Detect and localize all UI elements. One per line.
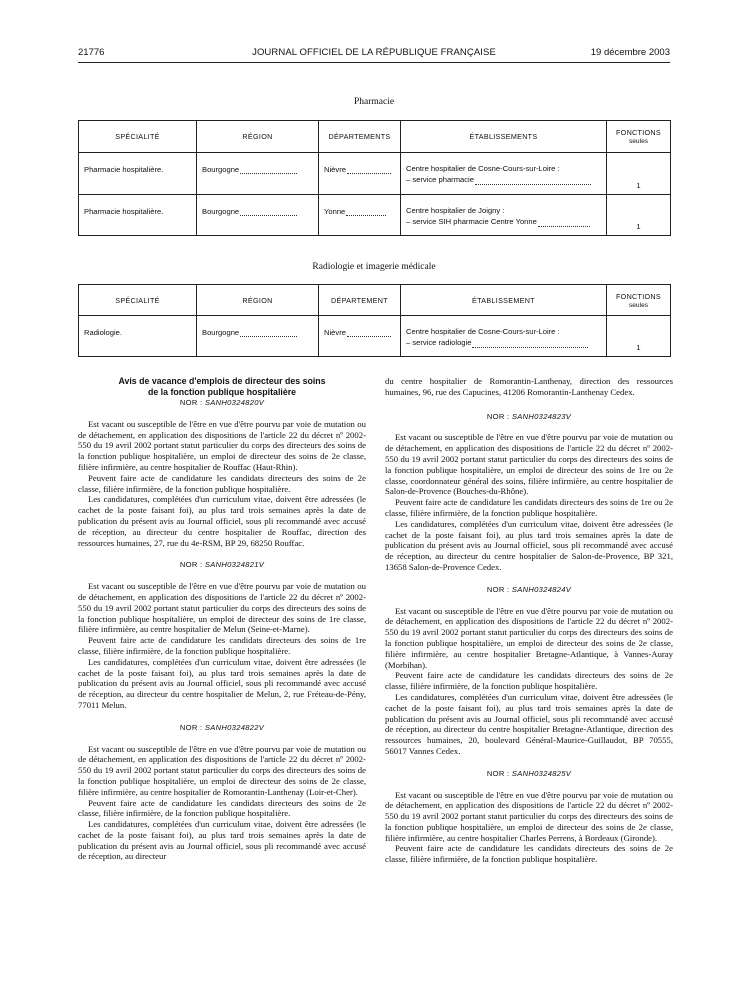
pharmacie-title: Pharmacie (353, 97, 395, 107)
nor-label: NOR : (179, 722, 205, 732)
table-row (79, 153, 671, 195)
cell-departement (319, 316, 401, 357)
nor-code: SANH0324821V (204, 560, 265, 570)
nor-label: NOR : (179, 398, 205, 407)
notice-paragraph: Les candidatures, complétées d'un curriculum vitae, doivent être adressées (le cachet de la poste faisant foi), au plus tard trois semaines après la date de publication du présent avis au Journal officiel, sous pli recommandé avec accusé de réception, au directeur du centre hospitalier de Rouffac, direction des ressources humaines, 27, rue du 4e-RSM, BP 29, 68250 Rouffac. (78, 494, 366, 548)
col-etablissements: ÉTABLISSEMENTS (401, 121, 607, 153)
col-region: RÉGION (197, 121, 319, 153)
left-column (78, 376, 366, 862)
cell-specialite: Pharmacie hospitalière. (79, 195, 197, 236)
dot-leader (475, 178, 591, 185)
notice-paragraph: Peuvent faire acte de candidature les candidats directeurs des soins de 2e classe, filière infirmière, de la fonction publique hospitalière. (78, 472, 366, 494)
right-column (385, 376, 673, 865)
notice-paragraph: Est vacant ou susceptible de l'être en vue d'être pourvu par voie de mutation ou de détachement, en application des dispositions de l'article 22 du décret nº 2002-550 du 19 avril 2002 portant statut particulier du corps des directeurs des soins de la fonction publique hospitalière, un emploi de directeur des soins de 2e classe, filière infirmière, au centre hospitalier de Romorantin-Lanthenay (Loir-et-Cher). (78, 743, 366, 797)
notice-paragraph: Est vacant ou susceptible de l'être en vue d'être pourvu par voie de mutation ou de détachement, en application des dispositions de l'article 22 du décret nº 2002-550 du 19 avril 2002 portant statut particulier du corps des directeurs des soins de la fonction publique hospitalière, un emploi de directeur des soins de 2e classe, filière infirmière, au centre hospitalier Bretagne-Atlantique, à Vannes-Auray (Morbihan). (385, 605, 673, 670)
nor-reference (78, 723, 366, 734)
nor-code: SANH0324824V (511, 584, 572, 594)
nor-label: NOR : (486, 584, 512, 594)
nor-label: NOR : (179, 560, 205, 570)
nor-label: NOR : (486, 768, 512, 778)
col-fonctions (607, 285, 671, 316)
journal-title: JOURNAL OFFICIEL DE LA RÉPUBLIQUE FRANÇAISE (252, 47, 496, 58)
cell-region (197, 153, 319, 195)
table-header-row (79, 285, 671, 316)
table-row (79, 316, 671, 357)
cell-region (197, 195, 319, 236)
col-region: RÉGION (197, 285, 319, 316)
nor-code: SANH0324825V (511, 768, 572, 778)
col-fonctions-label: FONCTIONS (615, 128, 662, 137)
dot-leader (347, 330, 391, 337)
nor-reference (78, 560, 366, 571)
notice-paragraph: du centre hospitalier de Romorantin-Lanthenay, direction des ressources humaines, 96, rue des Capucines, 41206 Romorantin-Lanthenay Cedex. (385, 376, 673, 397)
etab-service: – service radiologie (406, 338, 472, 347)
col-departement: DÉPARTEMENT (319, 285, 401, 316)
cell-specialite: Pharmacie hospitalière. (79, 153, 197, 195)
notice-paragraph: Est vacant ou susceptible de l'être en vue d'être pourvu par voie de mutation ou de détachement, en application des dispositions de l'article 22 du décret nº 2002-550 du 19 avril 2002 portant statut particulier du corps des directeurs des soins de la fonction publique hospitalière, un emploi de directeur des soins de 2e classe, filière infirmière, au centre hospitalier Charles Perrens, à Bordeaux (Gironde). (385, 789, 673, 843)
col-specialite: SPÉCIALITÉ (79, 285, 197, 316)
col-fonctions-sub: seules (628, 301, 649, 309)
cell-region (197, 316, 319, 357)
departement-text: Nièvre (324, 165, 346, 174)
col-fonctions-label: FONCTIONS (615, 291, 662, 301)
notice-paragraph: Est vacant ou susceptible de l'être en vue d'être pourvu par voie de mutation ou de détachement, en application des dispositions de l'article 22 du décret nº 2002-550 du 19 avril 2002 portant statut particulier du corps des directeurs des soins de la fonction publique hospitalière, un emploi de directeur des soins de 1re classe, filière infirmière, au centre hospitalier de Melun (Seine-et-Marne). (78, 581, 366, 635)
etab-line: Centre hospitalier de Cosne-Cours-sur-Loire : (406, 164, 560, 173)
notice-paragraph: Les candidatures, complétées d'un curriculum vitae, doivent être adressées (le cachet de la poste faisant foi), au plus tard trois semaines après la date de publication du présent avis au Journal officiel, sous pli recommandé avec accusé de réception, au directeur du centre hospitalier Bretagne-Atlantique, direction des ressources humaines, 20, boulevard Général-Maurice-Guillaudot, BP 70555, 56017 Vannes Cedex. (385, 691, 673, 756)
col-specialite: SPÉCIALITÉ (79, 121, 197, 153)
departement-text: Yonne (324, 207, 346, 216)
dot-leader (346, 209, 386, 216)
notice-paragraph: Peuvent faire acte de candidature les candidats directeurs des soins de 1re ou 2e classe, filière infirmière, de la fonction publique hospitalière. (385, 497, 673, 518)
col-departements: DÉPARTEMENTS (319, 121, 401, 153)
etab-service: – service pharmacie (406, 175, 474, 184)
notice-paragraph: Peuvent faire acte de candidature les candidats directeurs des soins de 1re classe, filière infirmière, de la fonction publique hospitalière. (78, 635, 366, 656)
dot-leader (472, 341, 588, 348)
avis-title-line: de la fonction publique hospitalière (147, 386, 297, 397)
cell-departement (319, 153, 401, 195)
dot-leader (538, 220, 590, 227)
cell-fonctions: 1 (607, 153, 671, 195)
etab-line (406, 337, 601, 348)
pharmacie-table (78, 120, 671, 236)
region-text: Bourgogne (202, 165, 240, 174)
region-text: Bourgogne (202, 328, 240, 337)
publication-date: 19 décembre 2003 (590, 47, 670, 58)
nor-code: SANH0324822V (204, 722, 265, 732)
departement-text: Nièvre (324, 328, 346, 337)
page-number: 21776 (78, 47, 105, 58)
dot-leader (347, 167, 391, 174)
nor-reference (385, 412, 673, 423)
etab-service: – service SIH pharmacie Centre Yonne (406, 217, 537, 226)
page-header (78, 47, 670, 61)
cell-etablissement (401, 316, 607, 357)
notice-paragraph: Peuvent faire acte de candidature les candidats directeurs des soins de 2e classe, filière infirmière, de la fonction publique hospitalière. (385, 670, 673, 692)
nor-reference (385, 585, 673, 596)
col-fonctions-sub: seules (628, 138, 649, 145)
notice-paragraph: Est vacant ou susceptible de l'être en vue d'être pourvu par voie de mutation ou de détachement, en application des dispositions de l'article 22 du décret nº 2002-550 du 19 avril 2002 portant statut particulier du corps des directeurs des soins de la fonction publique hospitalière, un emploi de directeur des soins de 2e classe, filière infirmière, au centre hospitalier de Rouffac (Haut-Rhin). (78, 418, 366, 472)
notice-paragraph: Peuvent faire acte de candidature les candidats directeurs des soins de 2e classe, filière infirmière, de la fonction publique hospitalière. (78, 797, 366, 819)
notice-paragraph: Les candidatures, complétées d'un curriculum vitae, doivent être adressées (le cachet de la poste faisant foi), au plus tard trois semaines après la date de publication du présent avis au Journal officiel, sous pli recommandé avec accusé de réception, au directeur (78, 819, 366, 862)
cell-fonctions: 1 (607, 316, 671, 357)
etab-line (406, 216, 601, 227)
radiologie-title: Radiologie et imagerie médicale (312, 262, 436, 272)
dot-leader (240, 330, 297, 337)
avis-title (78, 376, 366, 397)
nor-label: NOR : (486, 411, 512, 421)
nor-reference (78, 398, 366, 409)
etab-line (406, 174, 601, 185)
table-header-row (79, 121, 671, 153)
cell-etablissement (401, 153, 607, 195)
header-rule (78, 62, 670, 63)
cell-etablissement (401, 195, 607, 236)
region-text: Bourgogne (202, 207, 240, 216)
dot-leader (240, 209, 297, 216)
notice-paragraph: Peuvent faire acte de candidature les candidats directeurs des soins de 2e classe, filière infirmière, de la fonction publique hospitalière. (385, 843, 673, 865)
cell-specialite: Radiologie. (79, 316, 197, 357)
notice-paragraph: Est vacant ou susceptible de l'être en vue d'être pourvu par voie de mutation ou de détachement, en application des dispositions de l'article 22 du décret nº 2002-550 du 19 avril 2002 portant statut particulier du corps des directeurs des soins de la fonction publique hospitalière, un emploi de directeur des soins de 1re ou 2e classe, coordonnateur général des soins, filière infirmière, au centre hospitalier de Salon-de-Provence (Bouches-du-Rhône). (385, 432, 673, 497)
notice-paragraph: Les candidatures, complétées d'un curriculum vitae, doivent être adressées (le cachet de la poste faisant foi), au plus tard trois semaines après la date de publication du présent avis au Journal officiel, sous pli recommandé avec accusé de réception, au directeur du centre hospitalier de Salon-de-Provence, BP 321, 13658 Salon-de-Provence Cedex. (385, 518, 673, 572)
notice-paragraph: Les candidatures, complétées d'un curriculum vitae, doivent être adressées (le cachet de la poste faisant foi), au plus tard trois semaines après la date de publication du présent avis au Journal officiel, sous pli recommandé avec accusé de réception, au directeur du centre hospitalier de Melun, 2, rue Fréteau-de-Pény, 77011 Melun. (78, 656, 366, 710)
table-row (79, 195, 671, 236)
cell-fonctions: 1 (607, 195, 671, 236)
radiologie-table (78, 284, 671, 357)
etab-line: Centre hospitalier de Joigny : (406, 206, 505, 215)
col-fonctions (607, 121, 671, 153)
nor-code: SANH0324823V (511, 411, 572, 421)
nor-reference (385, 769, 673, 780)
avis-title-line: Avis de vacance d'emplois de directeur des soins (118, 376, 326, 386)
nor-code: SANH0324820V (204, 398, 265, 407)
col-etablissement: ÉTABLISSEMENT (401, 285, 607, 316)
cell-departement (319, 195, 401, 236)
dot-leader (240, 167, 297, 174)
etab-line: Centre hospitalier de Cosne-Cours-sur-Loire : (406, 327, 560, 336)
